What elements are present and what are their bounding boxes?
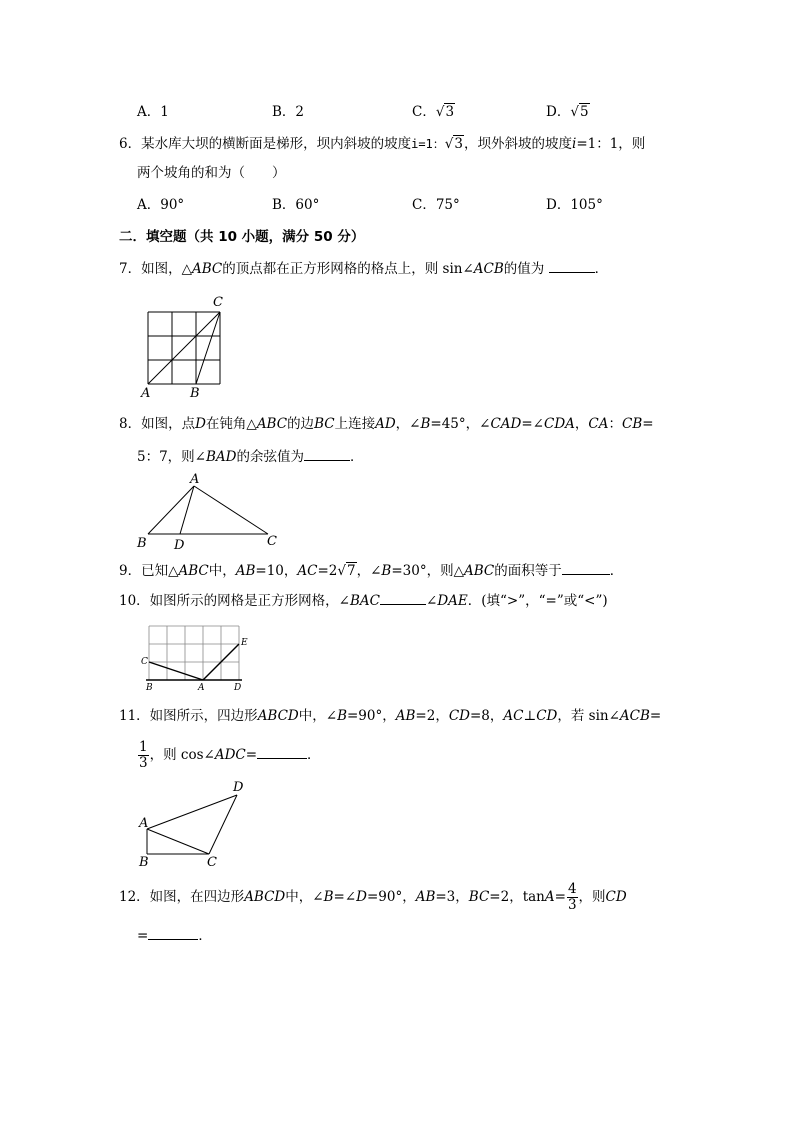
text: ．(填“>”，“=”或“<”): [467, 593, 608, 609]
text: CA: [588, 416, 609, 432]
text: =: [245, 747, 258, 763]
q9-text: 9．已知△ABC中，AB=10，AC=2√7，∠B=30°，则△ABC的面积等于 ．: [119, 560, 623, 581]
text: AB: [415, 889, 436, 905]
label-d: D: [234, 683, 242, 693]
radicand: 7: [347, 563, 356, 579]
diagonal-ac: [147, 829, 209, 854]
label-c: C: [207, 855, 217, 870]
text: 12．如图，在四边形: [119, 889, 245, 905]
q12-line2: = ．: [137, 925, 212, 946]
denominator: 3: [139, 755, 148, 771]
text: ，则: [578, 889, 606, 905]
text: ：: [608, 416, 622, 432]
text: 7．如图，△: [119, 261, 192, 277]
text: 中，: [208, 563, 236, 579]
text: =8，: [469, 708, 504, 724]
q7-text: 7．如图，△ABC的顶点都在正方形网格的格点上，则 sin∠ACB的值为 ．: [119, 258, 608, 279]
sqrt-expression: √5: [570, 104, 589, 120]
q11-line2: $\frac{1}{3}$ ，则 cos∠ADC= ．: [139, 739, 321, 771]
q5-option-a: A．1: [137, 104, 169, 120]
text: 的顶点都在正方形网格的格点上，则 sin∠: [222, 261, 474, 277]
text: =1：1，则: [576, 136, 646, 152]
text: B: [337, 708, 347, 724]
label-a: A: [139, 816, 149, 831]
text: =45°，∠: [430, 416, 491, 432]
text: ∠: [426, 593, 438, 609]
sqrt-expression: √3: [435, 104, 455, 120]
q5-option-b: B．2: [272, 104, 305, 120]
text: CD: [536, 708, 558, 724]
radicand: 5: [579, 104, 589, 120]
label-b: B: [139, 855, 149, 870]
text: ACB: [473, 261, 504, 277]
text: ，坝外斜坡的坡度: [463, 136, 572, 152]
radicand: 3: [454, 136, 463, 152]
q8-line2: 5：7，则∠BAD的余弦值为 ．: [137, 446, 364, 467]
text: 6．某水库大坝的横断面是梯形，坝内斜坡的坡度: [119, 136, 412, 152]
q6-option-a: A．90°: [137, 197, 185, 213]
text: 的值为: [503, 261, 545, 277]
text: ACB: [619, 708, 650, 724]
q6-option-c: C．75°: [412, 197, 460, 213]
text: CD: [448, 708, 470, 724]
text: i: [571, 136, 577, 152]
label-e: E: [241, 638, 248, 648]
text: i=1：: [411, 137, 445, 151]
label-d: D: [174, 538, 185, 553]
label-c: C: [267, 534, 277, 549]
text: DAE: [437, 593, 468, 609]
option-prefix: C．: [412, 104, 436, 120]
text: AB: [395, 708, 416, 724]
text: 上连接: [334, 416, 376, 432]
text: AB: [235, 563, 256, 579]
text: 9．已知△: [119, 563, 179, 579]
text: ABC: [191, 261, 223, 277]
q6-option-b: B．60°: [272, 197, 320, 213]
numerator: 1: [139, 739, 148, 755]
text: 10．如图所示的网格是正方形网格，∠: [119, 593, 350, 609]
label-b: B: [146, 683, 153, 693]
text: CDA: [543, 416, 575, 432]
sqrt-expression: √7: [337, 563, 356, 579]
text: ，: [574, 416, 589, 432]
text: =2，: [415, 708, 449, 724]
text: 在钝角△: [205, 416, 257, 432]
label-a: A: [190, 472, 200, 487]
label-d: D: [233, 780, 244, 795]
text: AC: [297, 563, 318, 579]
label-c: C: [213, 295, 223, 310]
text: ABC: [256, 416, 288, 432]
text: =90°，: [366, 889, 416, 905]
text: =: [137, 928, 149, 944]
fraction: [567, 882, 578, 913]
text: 的面积等于: [494, 563, 562, 579]
text: =3，: [435, 889, 469, 905]
q6-option-d: D．105°: [546, 197, 603, 213]
text: D: [356, 889, 367, 905]
text: BC: [314, 416, 335, 432]
text: =∠: [521, 416, 544, 432]
label-b: B: [137, 536, 147, 551]
text: BC: [468, 889, 490, 905]
label-b: B: [190, 386, 200, 401]
text: ABCD: [244, 889, 286, 905]
text: B: [420, 416, 431, 432]
text: 8．如图，点: [119, 416, 196, 432]
label-a: A: [141, 386, 151, 401]
text: AD: [375, 416, 396, 432]
text: 中，∠: [298, 708, 338, 724]
text: ，若 sin∠: [557, 708, 620, 724]
text: =: [642, 416, 654, 432]
numerator: 4: [567, 881, 577, 897]
text: =: [554, 889, 566, 905]
text: =∠: [333, 889, 357, 905]
text: AC: [503, 708, 524, 724]
answer-blank: [148, 925, 198, 940]
section-title: 二．填空题（共 10 小题，满分 50 分）: [119, 229, 365, 245]
radicand: 3: [445, 104, 455, 120]
text: 的余弦值为: [236, 449, 304, 465]
text: =90°，: [347, 708, 396, 724]
text: =: [649, 708, 662, 724]
text: ABCD: [257, 708, 299, 724]
text: BAD: [206, 449, 237, 465]
option-prefix: D．: [546, 104, 571, 120]
text: D: [195, 416, 206, 432]
text: =2: [317, 563, 338, 579]
text: =30°，则△: [391, 563, 464, 579]
text: ABC: [178, 563, 209, 579]
text: CB: [621, 416, 643, 432]
denominator: 3: [567, 897, 577, 913]
text: B: [323, 889, 334, 905]
label-a: A: [198, 683, 205, 693]
text: ⊥: [523, 708, 537, 724]
text: B: [381, 563, 392, 579]
text: BAC: [350, 593, 380, 609]
text: ABC: [463, 563, 495, 579]
text: ，∠: [356, 563, 382, 579]
text: 中，∠: [285, 889, 324, 905]
text: ，则 cos∠: [149, 747, 215, 763]
text: ADC: [214, 747, 246, 763]
text: CD: [605, 889, 627, 905]
text: =2，tan: [489, 889, 545, 905]
text: 11．如图所示，四边形: [119, 708, 258, 724]
label-c: C: [141, 657, 148, 667]
q6-line2: 两个坡角的和为（ ）: [137, 165, 286, 181]
text: CAD: [490, 416, 522, 432]
text: 的边: [287, 416, 315, 432]
text: A: [544, 889, 555, 905]
text: 5：7，则∠: [137, 449, 206, 465]
sqrt-expression: √3: [444, 136, 463, 152]
q12-line1: [119, 880, 627, 914]
text: ，∠: [395, 416, 421, 432]
text: =10，: [255, 563, 298, 579]
